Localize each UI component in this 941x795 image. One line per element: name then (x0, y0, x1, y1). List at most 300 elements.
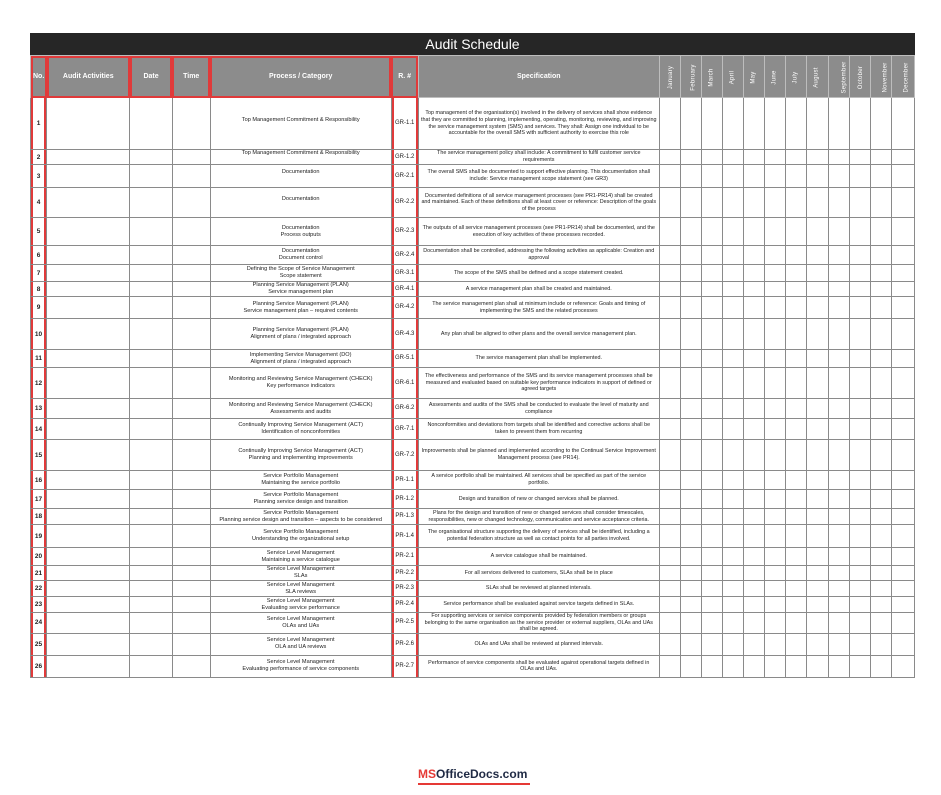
month-cell-january[interactable] (659, 319, 680, 350)
month-cell-december[interactable] (891, 265, 914, 282)
month-cell-august[interactable] (807, 655, 828, 677)
month-cell-may[interactable] (744, 471, 765, 490)
audit-activities-cell[interactable] (47, 566, 130, 581)
month-cell-september[interactable] (828, 188, 849, 218)
time-cell[interactable] (172, 597, 210, 613)
month-cell-december[interactable] (891, 150, 914, 165)
month-cell-february[interactable] (680, 297, 701, 319)
month-cell-may[interactable] (744, 297, 765, 319)
time-cell[interactable] (172, 188, 210, 218)
date-cell[interactable] (130, 525, 172, 548)
month-cell-april[interactable] (723, 525, 744, 548)
month-cell-november[interactable] (870, 150, 891, 165)
month-cell-april[interactable] (723, 98, 744, 150)
month-cell-may[interactable] (744, 490, 765, 509)
month-cell-june[interactable] (765, 633, 786, 655)
audit-activities-cell[interactable] (47, 597, 130, 613)
month-cell-june[interactable] (765, 440, 786, 471)
month-cell-january[interactable] (659, 509, 680, 525)
month-cell-july[interactable] (786, 399, 807, 419)
audit-activities-cell[interactable] (47, 188, 130, 218)
audit-activities-cell[interactable] (47, 350, 130, 368)
month-cell-march[interactable] (701, 581, 722, 597)
month-cell-september[interactable] (828, 566, 849, 581)
month-cell-july[interactable] (786, 165, 807, 188)
month-cell-february[interactable] (680, 509, 701, 525)
month-cell-november[interactable] (870, 218, 891, 246)
month-cell-october[interactable] (849, 368, 870, 399)
month-cell-january[interactable] (659, 471, 680, 490)
audit-activities-cell[interactable] (47, 613, 130, 634)
month-cell-april[interactable] (723, 597, 744, 613)
month-cell-january[interactable] (659, 419, 680, 440)
date-cell[interactable] (130, 419, 172, 440)
month-cell-february[interactable] (680, 597, 701, 613)
month-cell-april[interactable] (723, 613, 744, 634)
month-cell-september[interactable] (828, 319, 849, 350)
date-cell[interactable] (130, 282, 172, 297)
month-cell-december[interactable] (891, 525, 914, 548)
date-cell[interactable] (130, 633, 172, 655)
month-cell-november[interactable] (870, 282, 891, 297)
date-cell[interactable] (130, 350, 172, 368)
month-cell-august[interactable] (807, 490, 828, 509)
month-cell-may[interactable] (744, 419, 765, 440)
month-cell-june[interactable] (765, 655, 786, 677)
time-cell[interactable] (172, 548, 210, 566)
date-cell[interactable] (130, 319, 172, 350)
month-cell-october[interactable] (849, 188, 870, 218)
month-cell-april[interactable] (723, 509, 744, 525)
date-cell[interactable] (130, 613, 172, 634)
month-cell-july[interactable] (786, 265, 807, 282)
month-cell-november[interactable] (870, 419, 891, 440)
month-cell-january[interactable] (659, 188, 680, 218)
month-cell-january[interactable] (659, 633, 680, 655)
month-cell-march[interactable] (701, 597, 722, 613)
time-cell[interactable] (172, 471, 210, 490)
month-cell-july[interactable] (786, 297, 807, 319)
month-cell-january[interactable] (659, 297, 680, 319)
month-cell-october[interactable] (849, 633, 870, 655)
date-cell[interactable] (130, 597, 172, 613)
month-cell-august[interactable] (807, 319, 828, 350)
month-cell-january[interactable] (659, 246, 680, 265)
date-cell[interactable] (130, 246, 172, 265)
month-cell-february[interactable] (680, 613, 701, 634)
audit-activities-cell[interactable] (47, 509, 130, 525)
month-cell-may[interactable] (744, 165, 765, 188)
month-cell-january[interactable] (659, 399, 680, 419)
month-cell-april[interactable] (723, 282, 744, 297)
month-cell-november[interactable] (870, 440, 891, 471)
month-cell-september[interactable] (828, 597, 849, 613)
month-cell-august[interactable] (807, 581, 828, 597)
month-cell-march[interactable] (701, 613, 722, 634)
month-cell-june[interactable] (765, 368, 786, 399)
month-cell-may[interactable] (744, 613, 765, 634)
month-cell-march[interactable] (701, 490, 722, 509)
month-cell-november[interactable] (870, 246, 891, 265)
month-cell-may[interactable] (744, 525, 765, 548)
audit-activities-cell[interactable] (47, 633, 130, 655)
month-cell-march[interactable] (701, 471, 722, 490)
audit-activities-cell[interactable] (47, 246, 130, 265)
month-cell-february[interactable] (680, 265, 701, 282)
month-cell-december[interactable] (891, 597, 914, 613)
month-cell-august[interactable] (807, 265, 828, 282)
month-cell-april[interactable] (723, 655, 744, 677)
month-cell-november[interactable] (870, 566, 891, 581)
month-cell-may[interactable] (744, 98, 765, 150)
month-cell-may[interactable] (744, 581, 765, 597)
month-cell-february[interactable] (680, 419, 701, 440)
month-cell-october[interactable] (849, 613, 870, 634)
month-cell-april[interactable] (723, 188, 744, 218)
month-cell-august[interactable] (807, 188, 828, 218)
month-cell-september[interactable] (828, 350, 849, 368)
month-cell-september[interactable] (828, 525, 849, 548)
month-cell-march[interactable] (701, 440, 722, 471)
month-cell-january[interactable] (659, 613, 680, 634)
month-cell-august[interactable] (807, 368, 828, 399)
time-cell[interactable] (172, 368, 210, 399)
month-cell-october[interactable] (849, 165, 870, 188)
audit-activities-cell[interactable] (47, 297, 130, 319)
month-cell-april[interactable] (723, 399, 744, 419)
month-cell-march[interactable] (701, 655, 722, 677)
month-cell-march[interactable] (701, 297, 722, 319)
month-cell-january[interactable] (659, 265, 680, 282)
month-cell-march[interactable] (701, 368, 722, 399)
month-cell-august[interactable] (807, 471, 828, 490)
month-cell-december[interactable] (891, 581, 914, 597)
month-cell-october[interactable] (849, 525, 870, 548)
month-cell-june[interactable] (765, 319, 786, 350)
month-cell-march[interactable] (701, 98, 722, 150)
month-cell-april[interactable] (723, 566, 744, 581)
month-cell-march[interactable] (701, 525, 722, 548)
month-cell-october[interactable] (849, 218, 870, 246)
time-cell[interactable] (172, 525, 210, 548)
month-cell-june[interactable] (765, 490, 786, 509)
month-cell-february[interactable] (680, 165, 701, 188)
date-cell[interactable] (130, 188, 172, 218)
month-cell-august[interactable] (807, 98, 828, 150)
month-cell-february[interactable] (680, 150, 701, 165)
month-cell-october[interactable] (849, 150, 870, 165)
month-cell-september[interactable] (828, 581, 849, 597)
month-cell-december[interactable] (891, 655, 914, 677)
month-cell-july[interactable] (786, 282, 807, 297)
month-cell-july[interactable] (786, 188, 807, 218)
month-cell-march[interactable] (701, 188, 722, 218)
month-cell-september[interactable] (828, 548, 849, 566)
month-cell-october[interactable] (849, 581, 870, 597)
month-cell-february[interactable] (680, 581, 701, 597)
month-cell-april[interactable] (723, 150, 744, 165)
month-cell-march[interactable] (701, 319, 722, 350)
month-cell-march[interactable] (701, 350, 722, 368)
month-cell-september[interactable] (828, 282, 849, 297)
month-cell-january[interactable] (659, 548, 680, 566)
month-cell-september[interactable] (828, 490, 849, 509)
month-cell-november[interactable] (870, 265, 891, 282)
month-cell-july[interactable] (786, 525, 807, 548)
month-cell-february[interactable] (680, 218, 701, 246)
month-cell-august[interactable] (807, 297, 828, 319)
month-cell-september[interactable] (828, 246, 849, 265)
month-cell-october[interactable] (849, 490, 870, 509)
month-cell-october[interactable] (849, 98, 870, 150)
month-cell-november[interactable] (870, 165, 891, 188)
month-cell-february[interactable] (680, 440, 701, 471)
month-cell-january[interactable] (659, 440, 680, 471)
month-cell-december[interactable] (891, 419, 914, 440)
month-cell-july[interactable] (786, 613, 807, 634)
month-cell-march[interactable] (701, 633, 722, 655)
month-cell-december[interactable] (891, 297, 914, 319)
month-cell-may[interactable] (744, 282, 765, 297)
month-cell-may[interactable] (744, 246, 765, 265)
month-cell-june[interactable] (765, 613, 786, 634)
month-cell-december[interactable] (891, 440, 914, 471)
month-cell-october[interactable] (849, 655, 870, 677)
date-cell[interactable] (130, 548, 172, 566)
month-cell-august[interactable] (807, 597, 828, 613)
month-cell-june[interactable] (765, 597, 786, 613)
date-cell[interactable] (130, 297, 172, 319)
month-cell-june[interactable] (765, 399, 786, 419)
month-cell-april[interactable] (723, 218, 744, 246)
time-cell[interactable] (172, 265, 210, 282)
month-cell-november[interactable] (870, 655, 891, 677)
month-cell-july[interactable] (786, 597, 807, 613)
audit-activities-cell[interactable] (47, 265, 130, 282)
time-cell[interactable] (172, 297, 210, 319)
month-cell-november[interactable] (870, 297, 891, 319)
month-cell-july[interactable] (786, 246, 807, 265)
audit-activities-cell[interactable] (47, 218, 130, 246)
month-cell-september[interactable] (828, 509, 849, 525)
audit-activities-cell[interactable] (47, 150, 130, 165)
month-cell-august[interactable] (807, 566, 828, 581)
month-cell-february[interactable] (680, 319, 701, 350)
audit-activities-cell[interactable] (47, 319, 130, 350)
month-cell-january[interactable] (659, 581, 680, 597)
month-cell-january[interactable] (659, 98, 680, 150)
month-cell-april[interactable] (723, 297, 744, 319)
month-cell-november[interactable] (870, 368, 891, 399)
month-cell-june[interactable] (765, 471, 786, 490)
month-cell-june[interactable] (765, 188, 786, 218)
month-cell-november[interactable] (870, 613, 891, 634)
month-cell-october[interactable] (849, 246, 870, 265)
month-cell-november[interactable] (870, 319, 891, 350)
month-cell-december[interactable] (891, 471, 914, 490)
date-cell[interactable] (130, 471, 172, 490)
date-cell[interactable] (130, 218, 172, 246)
month-cell-december[interactable] (891, 613, 914, 634)
month-cell-january[interactable] (659, 282, 680, 297)
month-cell-march[interactable] (701, 150, 722, 165)
month-cell-november[interactable] (870, 188, 891, 218)
audit-activities-cell[interactable] (47, 525, 130, 548)
time-cell[interactable] (172, 350, 210, 368)
month-cell-july[interactable] (786, 98, 807, 150)
month-cell-may[interactable] (744, 566, 765, 581)
month-cell-february[interactable] (680, 548, 701, 566)
month-cell-december[interactable] (891, 188, 914, 218)
month-cell-november[interactable] (870, 581, 891, 597)
month-cell-february[interactable] (680, 490, 701, 509)
month-cell-september[interactable] (828, 265, 849, 282)
month-cell-november[interactable] (870, 548, 891, 566)
month-cell-december[interactable] (891, 98, 914, 150)
month-cell-september[interactable] (828, 368, 849, 399)
month-cell-march[interactable] (701, 548, 722, 566)
month-cell-august[interactable] (807, 246, 828, 265)
month-cell-april[interactable] (723, 319, 744, 350)
month-cell-april[interactable] (723, 165, 744, 188)
month-cell-december[interactable] (891, 246, 914, 265)
month-cell-january[interactable] (659, 490, 680, 509)
month-cell-august[interactable] (807, 548, 828, 566)
month-cell-february[interactable] (680, 633, 701, 655)
time-cell[interactable] (172, 150, 210, 165)
month-cell-may[interactable] (744, 265, 765, 282)
month-cell-december[interactable] (891, 350, 914, 368)
month-cell-february[interactable] (680, 98, 701, 150)
month-cell-august[interactable] (807, 419, 828, 440)
month-cell-november[interactable] (870, 490, 891, 509)
month-cell-april[interactable] (723, 350, 744, 368)
month-cell-january[interactable] (659, 566, 680, 581)
month-cell-december[interactable] (891, 490, 914, 509)
month-cell-april[interactable] (723, 265, 744, 282)
time-cell[interactable] (172, 655, 210, 677)
date-cell[interactable] (130, 440, 172, 471)
audit-activities-cell[interactable] (47, 399, 130, 419)
month-cell-april[interactable] (723, 440, 744, 471)
month-cell-january[interactable] (659, 525, 680, 548)
month-cell-december[interactable] (891, 282, 914, 297)
month-cell-june[interactable] (765, 581, 786, 597)
month-cell-june[interactable] (765, 218, 786, 246)
date-cell[interactable] (130, 581, 172, 597)
month-cell-february[interactable] (680, 350, 701, 368)
month-cell-june[interactable] (765, 246, 786, 265)
month-cell-april[interactable] (723, 246, 744, 265)
month-cell-march[interactable] (701, 566, 722, 581)
time-cell[interactable] (172, 613, 210, 634)
month-cell-july[interactable] (786, 509, 807, 525)
month-cell-october[interactable] (849, 297, 870, 319)
audit-activities-cell[interactable] (47, 419, 130, 440)
month-cell-july[interactable] (786, 218, 807, 246)
month-cell-december[interactable] (891, 399, 914, 419)
audit-activities-cell[interactable] (47, 368, 130, 399)
audit-activities-cell[interactable] (47, 655, 130, 677)
time-cell[interactable] (172, 490, 210, 509)
month-cell-february[interactable] (680, 525, 701, 548)
month-cell-april[interactable] (723, 581, 744, 597)
month-cell-june[interactable] (765, 548, 786, 566)
month-cell-september[interactable] (828, 613, 849, 634)
month-cell-may[interactable] (744, 399, 765, 419)
month-cell-october[interactable] (849, 265, 870, 282)
month-cell-september[interactable] (828, 440, 849, 471)
month-cell-may[interactable] (744, 597, 765, 613)
time-cell[interactable] (172, 566, 210, 581)
time-cell[interactable] (172, 419, 210, 440)
month-cell-april[interactable] (723, 471, 744, 490)
month-cell-august[interactable] (807, 165, 828, 188)
month-cell-may[interactable] (744, 188, 765, 218)
date-cell[interactable] (130, 490, 172, 509)
month-cell-august[interactable] (807, 633, 828, 655)
month-cell-july[interactable] (786, 581, 807, 597)
month-cell-december[interactable] (891, 319, 914, 350)
month-cell-december[interactable] (891, 165, 914, 188)
month-cell-june[interactable] (765, 297, 786, 319)
month-cell-september[interactable] (828, 399, 849, 419)
month-cell-december[interactable] (891, 509, 914, 525)
date-cell[interactable] (130, 150, 172, 165)
month-cell-july[interactable] (786, 548, 807, 566)
month-cell-september[interactable] (828, 471, 849, 490)
month-cell-february[interactable] (680, 471, 701, 490)
time-cell[interactable] (172, 633, 210, 655)
month-cell-october[interactable] (849, 566, 870, 581)
month-cell-may[interactable] (744, 150, 765, 165)
month-cell-august[interactable] (807, 350, 828, 368)
audit-activities-cell[interactable] (47, 548, 130, 566)
month-cell-october[interactable] (849, 597, 870, 613)
month-cell-october[interactable] (849, 282, 870, 297)
month-cell-april[interactable] (723, 548, 744, 566)
time-cell[interactable] (172, 581, 210, 597)
month-cell-september[interactable] (828, 98, 849, 150)
month-cell-october[interactable] (849, 350, 870, 368)
time-cell[interactable] (172, 509, 210, 525)
month-cell-december[interactable] (891, 548, 914, 566)
month-cell-july[interactable] (786, 471, 807, 490)
month-cell-march[interactable] (701, 419, 722, 440)
month-cell-march[interactable] (701, 282, 722, 297)
month-cell-september[interactable] (828, 419, 849, 440)
month-cell-april[interactable] (723, 490, 744, 509)
month-cell-august[interactable] (807, 282, 828, 297)
month-cell-july[interactable] (786, 566, 807, 581)
month-cell-august[interactable] (807, 525, 828, 548)
time-cell[interactable] (172, 319, 210, 350)
month-cell-july[interactable] (786, 655, 807, 677)
time-cell[interactable] (172, 165, 210, 188)
month-cell-july[interactable] (786, 319, 807, 350)
month-cell-november[interactable] (870, 399, 891, 419)
month-cell-august[interactable] (807, 150, 828, 165)
month-cell-october[interactable] (849, 319, 870, 350)
month-cell-may[interactable] (744, 319, 765, 350)
month-cell-june[interactable] (765, 265, 786, 282)
audit-activities-cell[interactable] (47, 282, 130, 297)
month-cell-february[interactable] (680, 399, 701, 419)
month-cell-march[interactable] (701, 165, 722, 188)
month-cell-september[interactable] (828, 633, 849, 655)
month-cell-june[interactable] (765, 282, 786, 297)
month-cell-october[interactable] (849, 419, 870, 440)
